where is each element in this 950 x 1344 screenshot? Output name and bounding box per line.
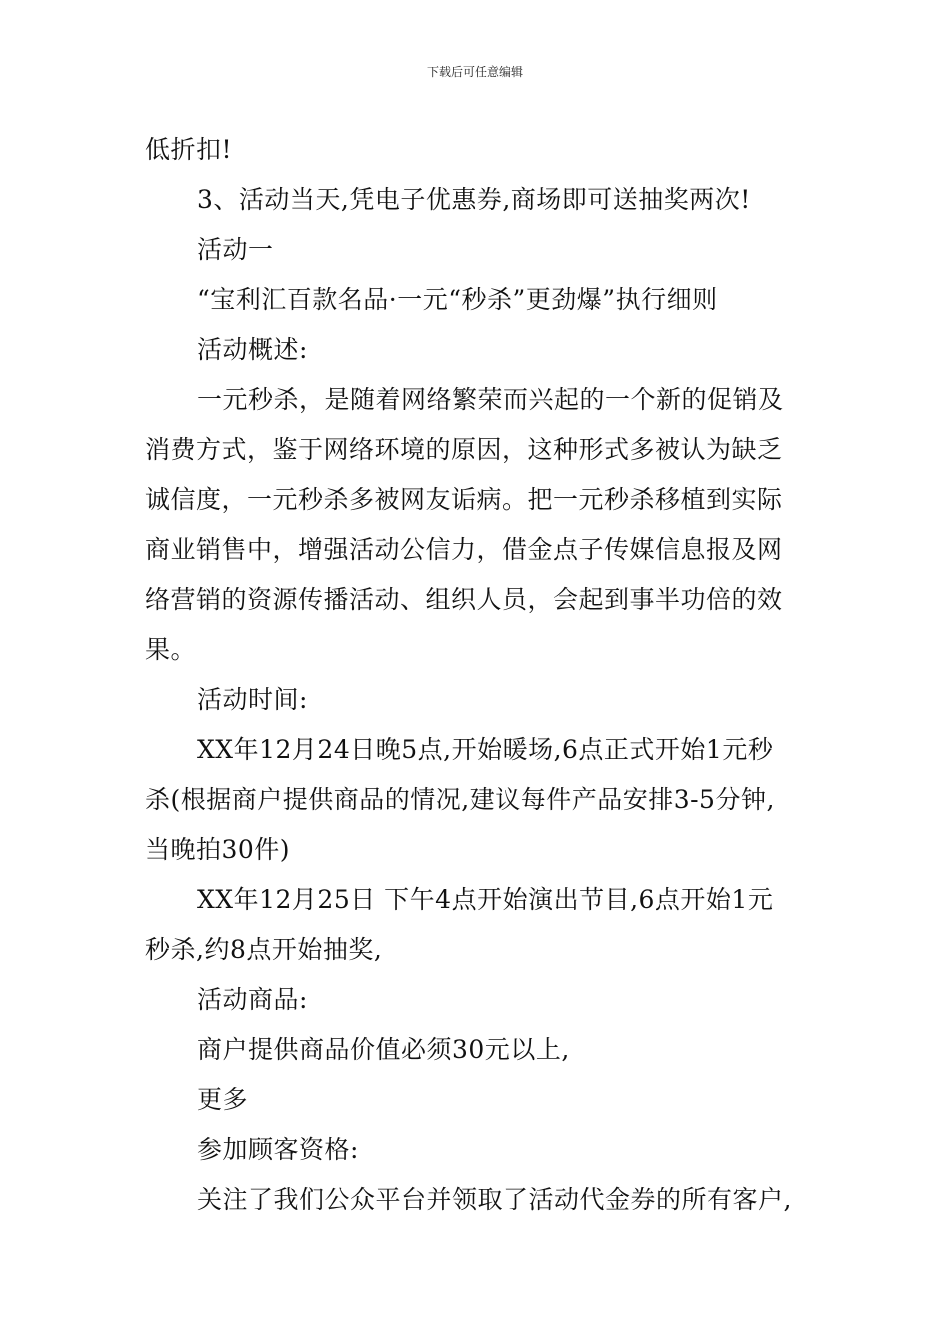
section-heading: 活动一: [197, 235, 274, 264]
text-line: 低折扣!: [145, 135, 233, 164]
text-line: 一元秒杀，是随着网络繁荣而兴起的一个新的促销及: [197, 385, 784, 414]
text-line: XX年12月25日 下午4点开始演出节目,6点开始1元: [197, 885, 774, 914]
section-title: “宝利汇百款名品·一元“秒杀”更劲爆”执行细则: [197, 285, 718, 314]
text-line: 络营销的资源传播活动、组织人员，会起到事半功倍的效: [145, 585, 783, 614]
section-heading: 活动商品:: [197, 985, 308, 1014]
text-line: 消费方式，鉴于网络环境的原因，这种形式多被认为缺乏: [145, 435, 783, 464]
section-heading: 活动时间:: [197, 685, 308, 714]
text-line: 果。: [145, 635, 197, 664]
text-line: 当晚拍30件): [145, 835, 291, 864]
text-line: 更多: [197, 1085, 249, 1114]
document-body: [145, 125, 809, 1225]
section-heading: 参加顾客资格:: [197, 1135, 359, 1164]
page-header: 下载后可任意编辑: [426, 65, 523, 79]
text-line: 诚信度，一元秒杀多被网友诟病。把一元秒杀移植到实际: [145, 485, 783, 514]
text-line: 商户提供商品价值必须30元以上,: [197, 1035, 570, 1064]
section-heading: 活动概述:: [197, 335, 308, 364]
text-line: 秒杀,约8点开始抽奖,: [145, 935, 383, 964]
text-line: 关注了我们公众平台并领取了活动代金券的所有客户,: [197, 1185, 792, 1214]
text-line: XX年12月24日晚5点,开始暖场,6点正式开始1元秒: [197, 735, 774, 764]
text-line: 商业销售中，增强活动公信力，借金点子传媒信息报及网: [145, 535, 783, 564]
text-line: 3、活动当天,凭电子优惠券,商场即可送抽奖两次!: [197, 185, 751, 214]
text-line: 杀(根据商户提供商品的情况,建议每件产品安排3-5分钟,: [145, 785, 775, 814]
